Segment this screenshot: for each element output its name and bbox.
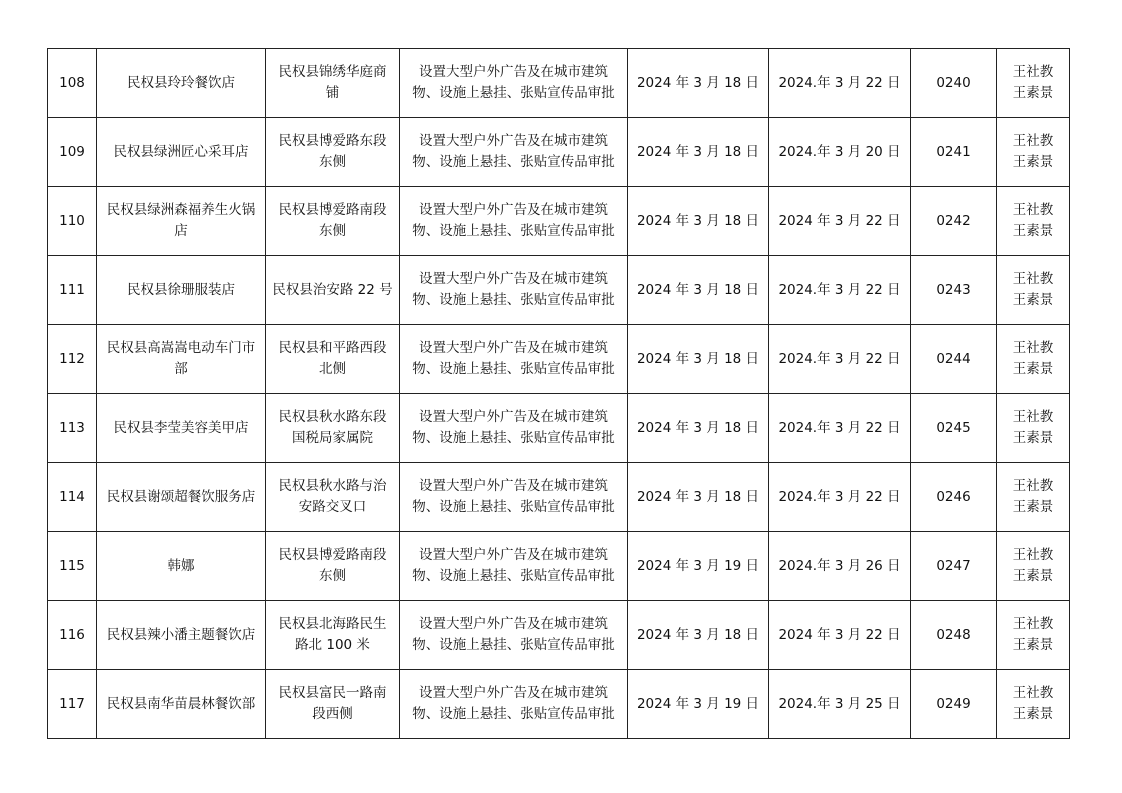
applicant-name-cell: 民权县南华苗晨林餐饮部 [97, 670, 266, 739]
staff-name: 王社教 [1012, 202, 1054, 218]
approval-item-line: 物、设施上悬挂、张贴宣传品审批 [412, 499, 615, 515]
approve-date-cell: 2024.年 3 月 20 日 [769, 118, 911, 187]
staff-name: 王社教 [1012, 64, 1054, 80]
approval-item-cell [400, 187, 628, 256]
staff-cell [997, 601, 1070, 670]
applicant-name-cell: 民权县谢颂超餐饮服务店 [97, 463, 266, 532]
approval-item-line: 设置大型户外广告及在城市建筑 [419, 202, 608, 218]
row-number-cell: 111 [48, 256, 97, 325]
table-row [48, 463, 1070, 532]
permit-code-cell: 0245 [911, 394, 997, 463]
permit-code-cell: 0247 [911, 532, 997, 601]
accept-date-cell: 2024 年 3 月 18 日 [628, 325, 769, 394]
approval-item-line: 设置大型户外广告及在城市建筑 [419, 64, 608, 80]
permit-code-cell: 0240 [911, 49, 997, 118]
staff-name: 王社教 [1012, 478, 1054, 494]
approval-item-line: 物、设施上悬挂、张贴宣传品审批 [412, 85, 615, 101]
address-cell: 民权县和平路西段北侧 [266, 325, 400, 394]
address-cell: 民权县锦绣华庭商铺 [266, 49, 400, 118]
staff-cell [997, 463, 1070, 532]
applicant-name-cell: 民权县高嵩嵩电动车门市部 [97, 325, 266, 394]
accept-date-cell: 2024 年 3 月 18 日 [628, 394, 769, 463]
approval-item-line: 设置大型户外广告及在城市建筑 [419, 478, 608, 494]
row-number-cell: 117 [48, 670, 97, 739]
approval-item-cell [400, 670, 628, 739]
address-cell: 民权县秋水路东段国税局家属院 [266, 394, 400, 463]
row-number-cell: 114 [48, 463, 97, 532]
staff-name: 王素景 [1012, 223, 1054, 239]
staff-name: 王社教 [1012, 133, 1054, 149]
permit-code-cell: 0249 [911, 670, 997, 739]
staff-name: 王社教 [1012, 616, 1054, 632]
approval-item-cell [400, 256, 628, 325]
applicant-name-cell: 民权县徐珊服装店 [97, 256, 266, 325]
applicant-name-cell: 韩娜 [97, 532, 266, 601]
approval-item-line: 设置大型户外广告及在城市建筑 [419, 547, 608, 563]
approval-item-cell [400, 394, 628, 463]
staff-name: 王素景 [1012, 706, 1054, 722]
accept-date-cell: 2024 年 3 月 18 日 [628, 49, 769, 118]
staff-cell [997, 49, 1070, 118]
row-number-cell: 113 [48, 394, 97, 463]
table-row [48, 256, 1070, 325]
staff-cell [997, 670, 1070, 739]
approve-date-cell: 2024.年 3 月 26 日 [769, 532, 911, 601]
accept-date-cell: 2024 年 3 月 18 日 [628, 463, 769, 532]
applicant-name-cell: 民权县玲玲餐饮店 [97, 49, 266, 118]
table-row [48, 187, 1070, 256]
row-number-cell: 112 [48, 325, 97, 394]
staff-cell [997, 325, 1070, 394]
approval-item-line: 物、设施上悬挂、张贴宣传品审批 [412, 706, 615, 722]
table-row [48, 394, 1070, 463]
staff-name: 王素景 [1012, 568, 1054, 584]
accept-date-cell: 2024 年 3 月 19 日 [628, 670, 769, 739]
accept-date-cell: 2024 年 3 月 18 日 [628, 118, 769, 187]
row-number-cell: 115 [48, 532, 97, 601]
staff-cell [997, 256, 1070, 325]
table-row [48, 532, 1070, 601]
table-body [48, 49, 1070, 739]
staff-cell [997, 118, 1070, 187]
staff-name: 王社教 [1012, 547, 1054, 563]
approval-item-line: 设置大型户外广告及在城市建筑 [419, 616, 608, 632]
approval-item-cell [400, 463, 628, 532]
address-cell: 民权县博爱路南段东侧 [266, 187, 400, 256]
approve-date-cell: 2024.年 3 月 22 日 [769, 394, 911, 463]
applicant-name-cell: 民权县李莹美容美甲店 [97, 394, 266, 463]
accept-date-cell: 2024 年 3 月 19 日 [628, 532, 769, 601]
staff-name: 王素景 [1012, 430, 1054, 446]
approval-item-line: 设置大型户外广告及在城市建筑 [419, 271, 608, 287]
staff-name: 王社教 [1012, 685, 1054, 701]
table-row [48, 670, 1070, 739]
staff-name: 王素景 [1012, 499, 1054, 515]
staff-name: 王素景 [1012, 85, 1054, 101]
approve-date-cell: 2024.年 3 月 22 日 [769, 463, 911, 532]
staff-name: 王素景 [1012, 154, 1054, 170]
permit-code-cell: 0242 [911, 187, 997, 256]
accept-date-cell: 2024 年 3 月 18 日 [628, 601, 769, 670]
table-row [48, 49, 1070, 118]
approval-records-table [47, 48, 1070, 739]
approve-date-cell: 2024.年 3 月 25 日 [769, 670, 911, 739]
row-number-cell: 109 [48, 118, 97, 187]
approve-date-cell: 2024.年 3 月 22 日 [769, 256, 911, 325]
approval-item-cell [400, 601, 628, 670]
address-cell: 民权县秋水路与治安路交叉口 [266, 463, 400, 532]
staff-cell [997, 394, 1070, 463]
applicant-name-cell: 民权县绿洲森福养生火锅店 [97, 187, 266, 256]
accept-date-cell: 2024 年 3 月 18 日 [628, 256, 769, 325]
address-cell: 民权县富民一路南段西侧 [266, 670, 400, 739]
approve-date-cell: 2024 年 3 月 22 日 [769, 187, 911, 256]
approval-item-cell [400, 49, 628, 118]
address-cell: 民权县北海路民生路北 100 米 [266, 601, 400, 670]
approval-item-line: 物、设施上悬挂、张贴宣传品审批 [412, 568, 615, 584]
staff-cell [997, 187, 1070, 256]
approval-item-line: 物、设施上悬挂、张贴宣传品审批 [412, 223, 615, 239]
approve-date-cell: 2024.年 3 月 22 日 [769, 325, 911, 394]
permit-code-cell: 0244 [911, 325, 997, 394]
approve-date-cell: 2024.年 3 月 22 日 [769, 49, 911, 118]
permit-code-cell: 0243 [911, 256, 997, 325]
staff-name: 王社教 [1012, 271, 1054, 287]
staff-cell [997, 532, 1070, 601]
applicant-name-cell: 民权县辣小潘主题餐饮店 [97, 601, 266, 670]
row-number-cell: 116 [48, 601, 97, 670]
approval-item-cell [400, 118, 628, 187]
approval-item-line: 物、设施上悬挂、张贴宣传品审批 [412, 154, 615, 170]
approval-item-line: 物、设施上悬挂、张贴宣传品审批 [412, 292, 615, 308]
address-cell: 民权县治安路 22 号 [266, 256, 400, 325]
address-cell: 民权县博爱路东段东侧 [266, 118, 400, 187]
approval-item-line: 设置大型户外广告及在城市建筑 [419, 409, 608, 425]
row-number-cell: 110 [48, 187, 97, 256]
approval-item-cell [400, 325, 628, 394]
staff-name: 王素景 [1012, 292, 1054, 308]
accept-date-cell: 2024 年 3 月 18 日 [628, 187, 769, 256]
permit-code-cell: 0241 [911, 118, 997, 187]
row-number-cell: 108 [48, 49, 97, 118]
staff-name: 王社教 [1012, 409, 1054, 425]
permit-code-cell: 0248 [911, 601, 997, 670]
approve-date-cell: 2024 年 3 月 22 日 [769, 601, 911, 670]
approval-item-line: 设置大型户外广告及在城市建筑 [419, 133, 608, 149]
approval-item-cell [400, 532, 628, 601]
staff-name: 王社教 [1012, 340, 1054, 356]
table-row [48, 601, 1070, 670]
approval-item-line: 物、设施上悬挂、张贴宣传品审批 [412, 637, 615, 653]
applicant-name-cell: 民权县绿洲匠心采耳店 [97, 118, 266, 187]
approval-item-line: 设置大型户外广告及在城市建筑 [419, 340, 608, 356]
staff-name: 王素景 [1012, 361, 1054, 377]
approval-item-line: 设置大型户外广告及在城市建筑 [419, 685, 608, 701]
table-row [48, 325, 1070, 394]
approval-item-line: 物、设施上悬挂、张贴宣传品审批 [412, 430, 615, 446]
staff-name: 王素景 [1012, 637, 1054, 653]
table-row [48, 118, 1070, 187]
permit-code-cell: 0246 [911, 463, 997, 532]
address-cell: 民权县博爱路南段东侧 [266, 532, 400, 601]
approval-item-line: 物、设施上悬挂、张贴宣传品审批 [412, 361, 615, 377]
